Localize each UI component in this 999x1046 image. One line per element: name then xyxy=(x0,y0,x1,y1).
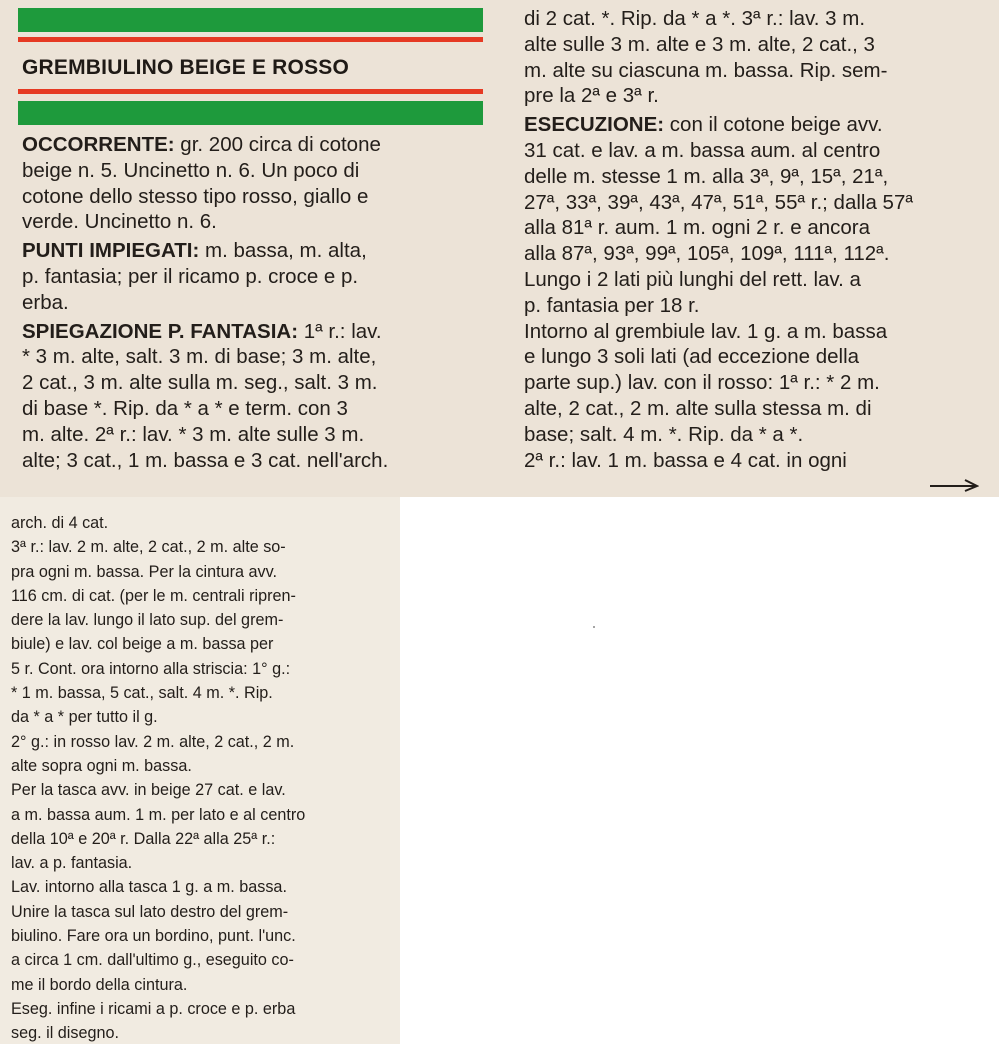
text-line: Lungo i 2 lati più lunghi del rett. lav. a xyxy=(524,267,861,291)
text-line: alte sopra ogni m. bassa. xyxy=(11,756,192,775)
text-line: alte, 2 cat., 2 m. alte sulla stessa m. di xyxy=(524,396,872,420)
text-line: arch. di 4 cat. xyxy=(11,514,109,532)
text-line: 2° g.: in rosso lav. 2 m. alte, 2 cat., 2 m. xyxy=(11,732,295,751)
paragraph xyxy=(22,132,488,235)
text-line: 27ª, 33ª, 39ª, 43ª, 47ª, 51ª, 55ª r.; dalla 57ª xyxy=(524,190,913,214)
text-line: 1ª r.: lav. xyxy=(298,319,382,343)
text-line: alte sulle 3 m. alte e 3 m. alte, 2 cat., 3 xyxy=(524,32,875,56)
green-stripe-bottom xyxy=(18,101,483,125)
text-line: verde. Uncinetto n. 6. xyxy=(22,210,217,234)
text-line: m. bassa, m. alta, xyxy=(199,239,367,263)
text-line: alte; 3 cat., 1 m. bassa e 3 cat. nell'arch. xyxy=(22,448,389,472)
text-line: p. fantasia per 18 r. xyxy=(524,293,700,317)
text-line: Per la tasca avv. in beige 27 cat. e lav. xyxy=(11,781,286,800)
text-line: biulino. Fare ora un bordino, punt. l'unc. xyxy=(11,927,296,946)
text-line: Lav. intorno alla tasca 1 g. a m. bassa. xyxy=(11,878,287,897)
text-line: erba. xyxy=(22,290,69,314)
text-line: Eseg. infine i ricami a p. croce e p. erba xyxy=(11,999,296,1018)
text-line: m. alte. 2ª r.: lav. * 3 m. alte sulle 3 m. xyxy=(22,422,365,446)
text-line: 2 cat., 3 m. alte sulla m. seg., salt. 3 m. xyxy=(22,371,378,395)
text-line: alla 81ª r. aum. 1 m. ogni 2 r. e ancora xyxy=(524,216,871,240)
paragraph xyxy=(22,238,488,315)
red-stripe-top xyxy=(18,37,483,42)
text-line: gr. 200 circa di cotone xyxy=(174,133,381,156)
section-heading: PUNTI IMPIEGATI: xyxy=(22,239,200,263)
text-line: di 2 cat. *. Rip. da * a *. 3ª r.: lav. 3 m. xyxy=(524,7,866,30)
text-line: 5 r. Cont. ora intorno alla striscia: 1° g.: xyxy=(11,659,291,678)
paragraph xyxy=(524,6,984,109)
text-line: alla 87ª, 93ª, 99ª, 105ª, 109ª, 111ª, 112ª. xyxy=(524,242,890,266)
text-line: dere la lav. lungo il lato sup. del grem- xyxy=(11,611,284,630)
paragraph xyxy=(524,319,984,474)
text-line: seg. il disegno. xyxy=(11,1024,119,1043)
text-line: me il bordo della cintura. xyxy=(11,975,188,994)
text-line: lav. a p. fantasia. xyxy=(11,854,133,873)
arrow-right-icon xyxy=(929,475,979,495)
text-line: Unire la tasca sul lato destro del grem- xyxy=(11,902,289,921)
text-line: 31 cat. e lav. a m. bassa aum. al centro xyxy=(524,138,881,162)
section-heading: SPIEGAZIONE P. FANTASIA: xyxy=(22,319,299,343)
text-line: a circa 1 cm. dall'ultimo g., eseguito co- xyxy=(11,951,294,970)
green-stripe-top xyxy=(18,8,483,32)
text-line: di base *. Rip. da * a * e term. con 3 xyxy=(22,396,348,420)
red-stripe-bottom xyxy=(18,89,483,94)
text-line: a m. bassa aum. 1 m. per lato e al centro xyxy=(11,805,306,824)
section-heading: ESECUZIONE: xyxy=(524,113,665,137)
section-heading: OCCORRENTE: xyxy=(22,133,175,156)
text-line: pre la 2ª e 3ª r. xyxy=(524,84,659,108)
text-line: della 10ª e 20ª r. Dalla 22ª alla 25ª r.: xyxy=(11,829,276,848)
text-line: beige n. 5. Uncinetto n. 6. Un poco di xyxy=(22,158,360,182)
text-line: 2ª r.: lav. 1 m. bassa e 4 cat. in ogni xyxy=(524,448,847,472)
top-page-panel xyxy=(0,0,999,497)
left-column xyxy=(22,132,488,473)
text-line: e lungo 3 soli lati (ad eccezione della xyxy=(524,345,860,369)
text-line: Intorno al grembiule lav. 1 g. a m. bassa xyxy=(524,319,888,343)
paragraph xyxy=(524,112,984,318)
text-line: biule) e lav. col beige a m. bassa per xyxy=(11,635,274,654)
text-line: parte sup.) lav. con il rosso: 1ª r.: * 2 m. xyxy=(524,371,880,395)
text-line: delle m. stesse 1 m. alla 3ª, 9ª, 15ª, 21ª, xyxy=(524,164,889,188)
text-line: m. alte su ciascuna m. bassa. Rip. sem- xyxy=(524,58,888,82)
paragraph xyxy=(22,319,488,474)
page-title: GREMBIULINO BEIGE E ROSSO xyxy=(22,56,350,79)
text-line: p. fantasia; per il ricamo p. croce e p. xyxy=(22,264,359,288)
text-line: * 3 m. alte, salt. 3 m. di base; 3 m. alte, xyxy=(22,345,377,369)
text-line: pra ogni m. bassa. Per la cintura avv. xyxy=(11,562,278,581)
text-line: da * a * per tutto il g. xyxy=(11,708,158,727)
text-line: cotone dello stesso tipo rosso, giallo e xyxy=(22,184,369,208)
speck xyxy=(593,626,595,628)
right-column xyxy=(524,6,984,473)
bottom-page-panel xyxy=(0,497,400,1044)
text-line: 3ª r.: lav. 2 m. alte, 2 cat., 2 m. alte so- xyxy=(11,538,286,557)
text-line: * 1 m. bassa, 5 cat., salt. 4 m. *. Rip. xyxy=(11,684,273,703)
text-line: 116 cm. di cat. (per le m. centrali ripren- xyxy=(11,586,296,605)
text-line: con il cotone beige avv. xyxy=(664,113,883,137)
bottom-column xyxy=(11,511,389,1046)
text-line: base; salt. 4 m. *. Rip. da * a *. xyxy=(524,422,804,446)
